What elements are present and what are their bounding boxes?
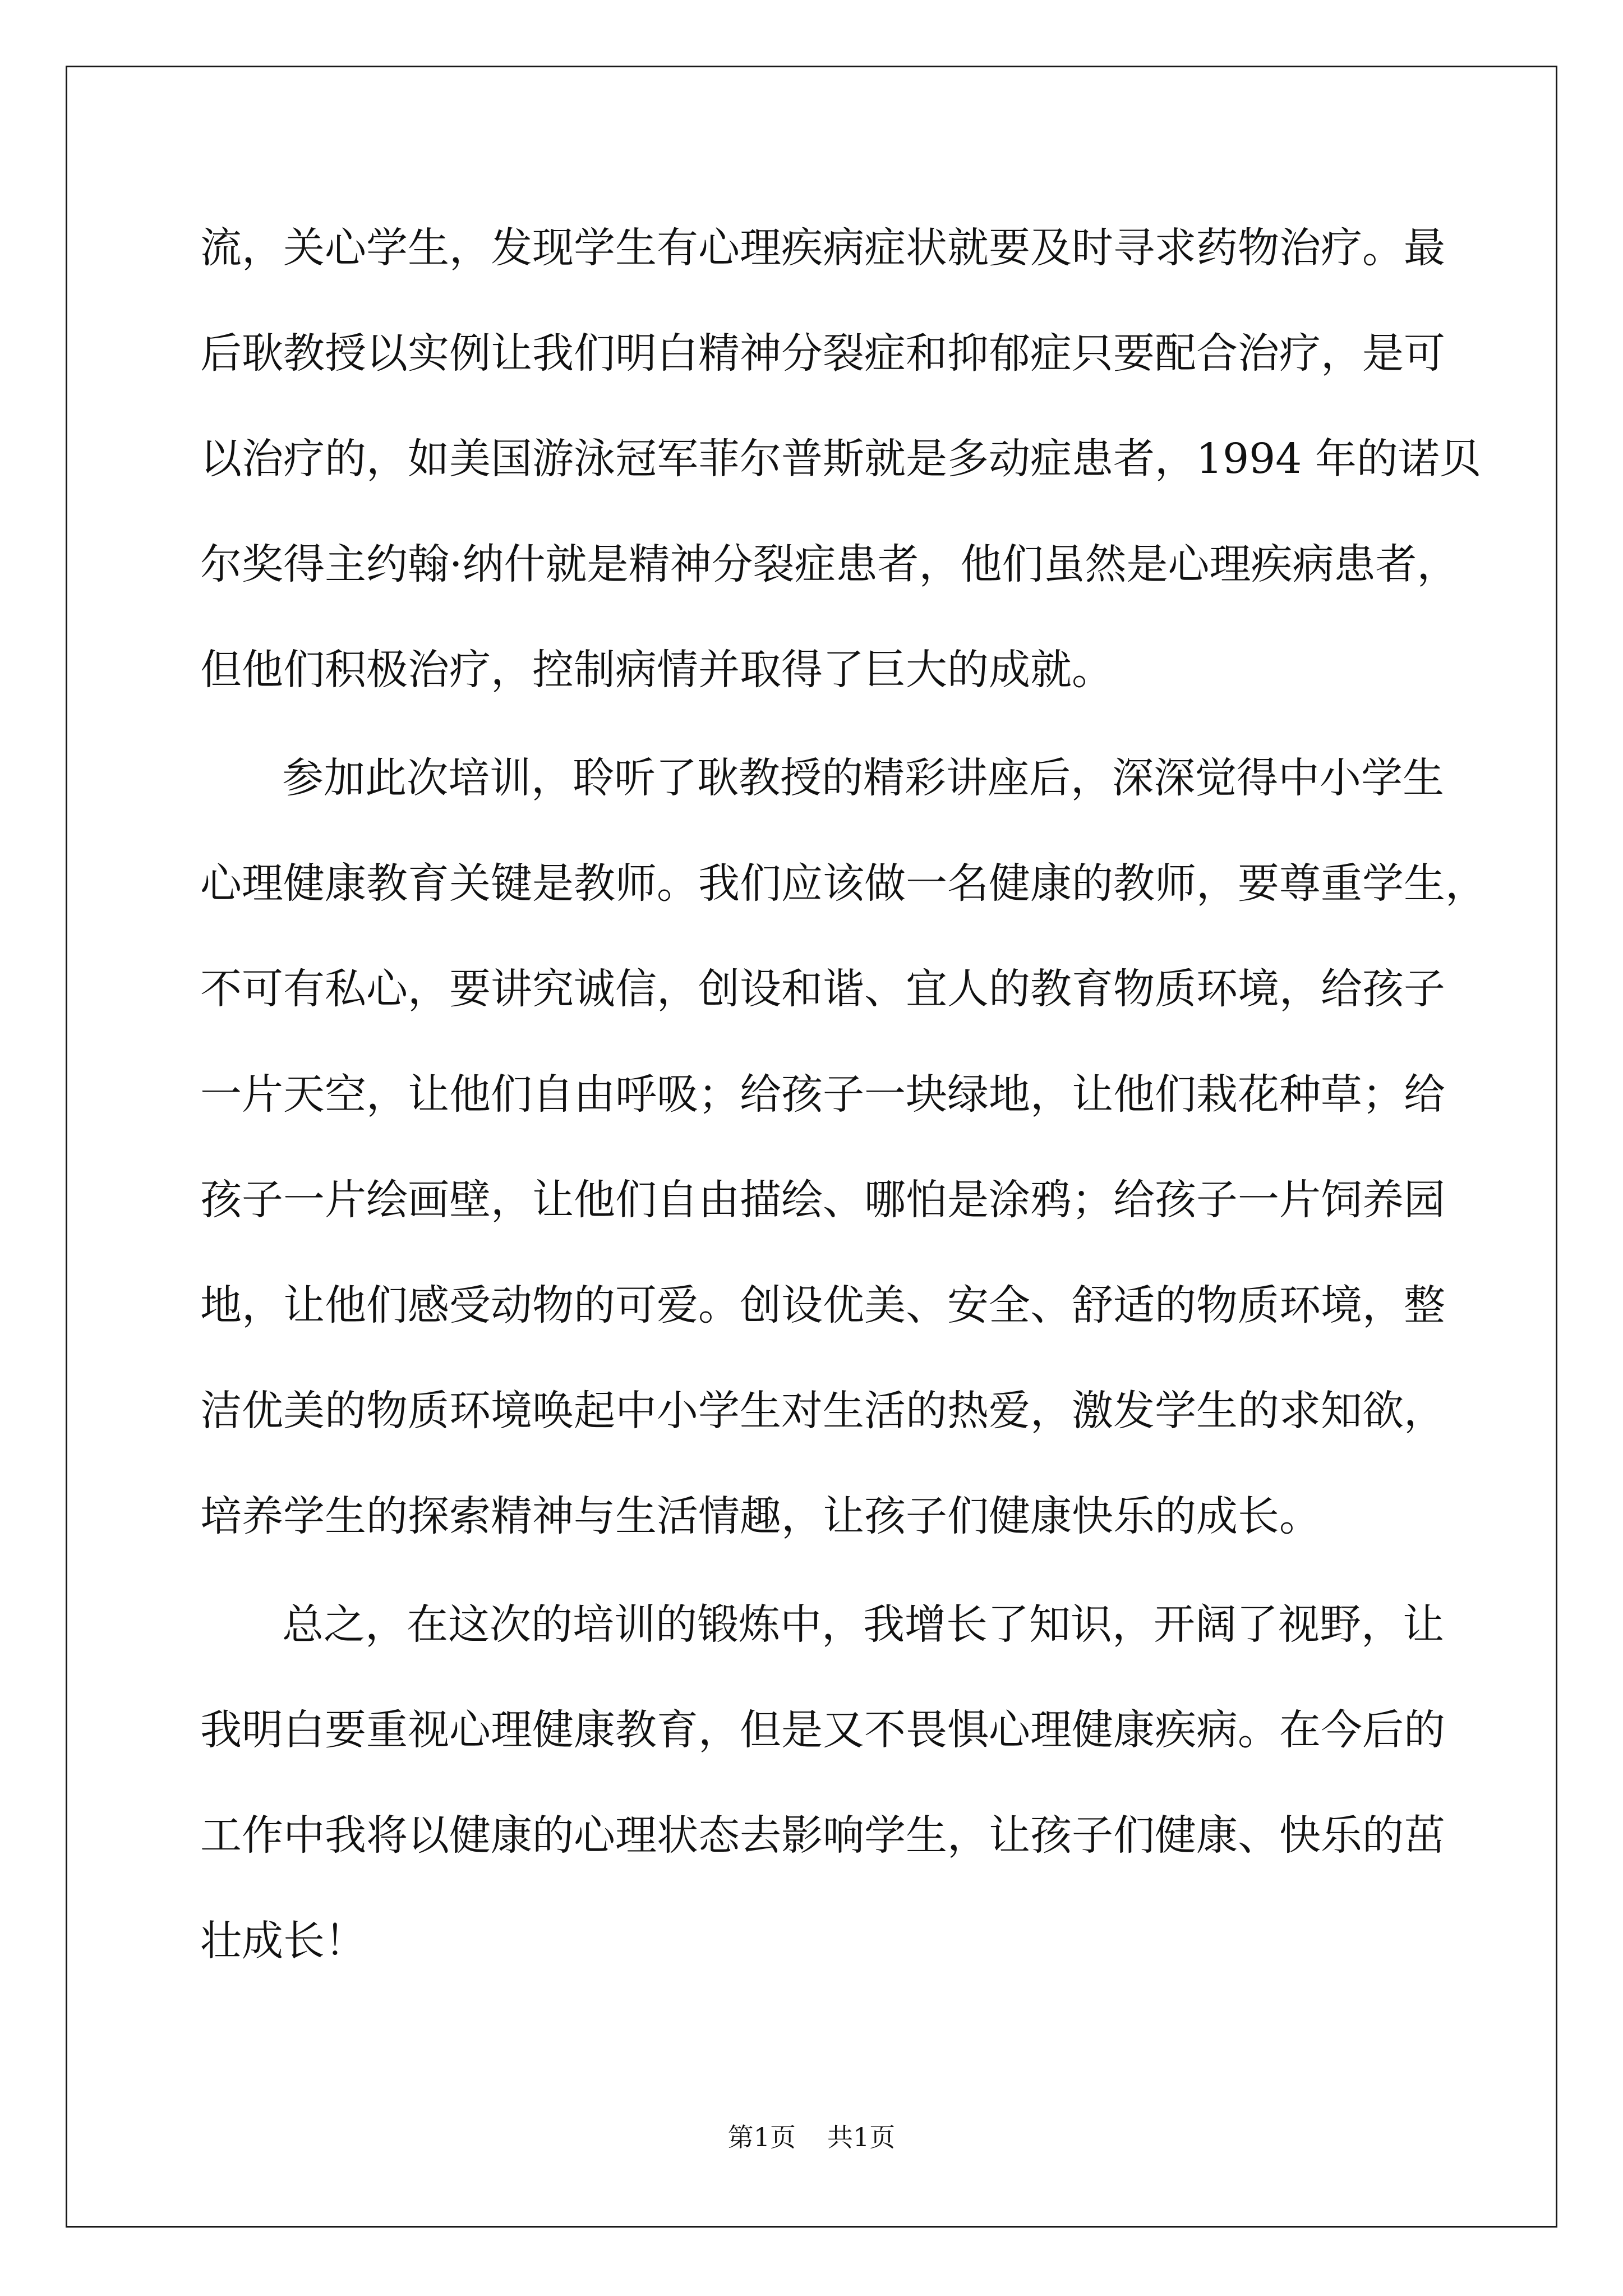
page-border xyxy=(66,66,1557,2228)
body-line: 尔奖得主约翰·纳什就是精神分裂症患者，他们虽然是心理疾病患者， xyxy=(200,540,1459,588)
body-line: 心理健康教育关键是教师。我们应该做一名健康的教师，要尊重学生， xyxy=(200,859,1487,908)
body-line: 以治疗的，如美国游泳冠军菲尔普斯就是多动症患者，1994 年的诺贝 xyxy=(200,435,1481,483)
body-line: 工作中我将以健康的心理状态去影响学生，让孩子们健康、快乐的茁 xyxy=(200,1811,1445,1860)
body-line: 后耿教授以实例让我们明白精神分裂症和抑郁症只要配合治疗，是可 xyxy=(200,329,1445,378)
page-number: 第1页 xyxy=(727,2122,796,2152)
paragraph-first-line: 总之，在这次的培训的锻炼中，我增长了知识，开阔了视野，让 xyxy=(282,1600,1444,1649)
body-line: 我明白要重视心理健康教育，但是又不畏惧心理健康疾病。在今后的 xyxy=(200,1706,1445,1754)
body-line: 一片天空，让他们自由呼吸；给孩子一块绿地，让他们栽花种草；给 xyxy=(200,1070,1445,1119)
body-line: 孩子一片绘画壁，让他们自由描绘、哪怕是涂鸦；给孩子一片饲养园 xyxy=(200,1176,1445,1224)
body-line: 不可有私心，要讲究诚信，创设和谐、宜人的教育物质环境，给孩子 xyxy=(200,965,1445,1013)
body-line: 地，让他们感受动物的可爱。创设优美、安全、舒适的物质环境，整 xyxy=(200,1281,1445,1329)
page-total: 共1页 xyxy=(827,2122,896,2152)
body-line: 洁优美的物质环境唤起中小学生对生活的热爱，激发学生的求知欲， xyxy=(200,1387,1445,1435)
page-footer xyxy=(0,2120,1623,2154)
body-line: 培养学生的探索精神与生活情趣，让孩子们健康快乐的成长。 xyxy=(200,1492,1321,1540)
body-line: 壮成长！ xyxy=(200,1917,366,1965)
body-line: 但他们积极治疗，控制病情并取得了巨大的成就。 xyxy=(200,646,1113,694)
paragraph-first-line: 参加此次培训，聆听了耿教授的精彩讲座后，深深觉得中小学生 xyxy=(282,754,1444,802)
body-line: 流，关心学生，发现学生有心理疾病症状就要及时寻求药物治疗。最 xyxy=(200,224,1445,272)
